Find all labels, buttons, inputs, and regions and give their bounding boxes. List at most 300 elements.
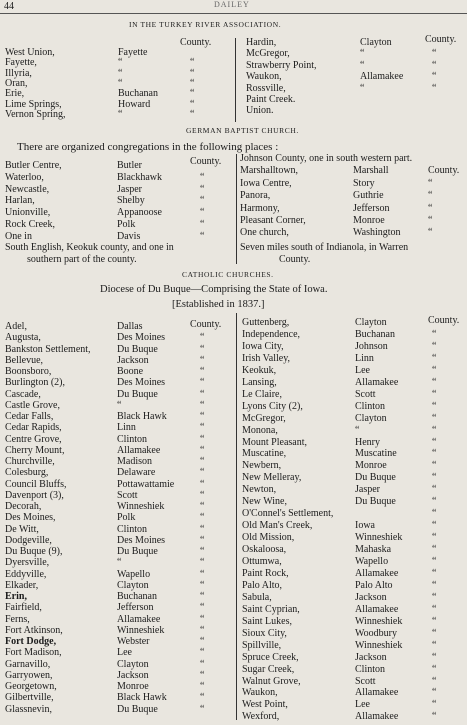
county-name: Des Moines	[117, 377, 166, 389]
town-name: De Witt,	[5, 523, 39, 535]
county-name: Jackson	[117, 669, 149, 681]
county-name: “	[360, 59, 365, 71]
ditto-mark: “	[432, 639, 437, 651]
ditto-mark: “	[432, 675, 437, 687]
town-name: Illyria,	[5, 67, 32, 79]
german-baptist-intro: There are organized congregations in the following places :	[17, 141, 279, 153]
town-name: Sabula,	[242, 591, 272, 603]
town-name: Dyersville,	[5, 557, 50, 569]
ditto-mark: “	[432, 615, 437, 627]
county-name: Clayton	[360, 37, 392, 48]
town-name: Rock Creek,	[5, 219, 55, 230]
town-name: Erin,	[5, 591, 27, 602]
town-name: Colesburg,	[5, 467, 49, 479]
county-name: Clinton	[117, 523, 148, 535]
ditto-mark: “	[432, 627, 437, 639]
ditto-mark: “	[432, 71, 437, 83]
ditto-mark: “	[200, 411, 205, 422]
county-name: Winneshiek	[117, 501, 165, 512]
gb-left-county-label: County.	[190, 156, 222, 167]
county-name: Jefferson	[353, 202, 390, 214]
town-name: Walnut Grove,	[242, 675, 301, 687]
town-name: Oran,	[5, 77, 28, 89]
ditto-mark: “	[200, 557, 205, 569]
county-name: Black Hawk	[117, 692, 167, 704]
ditto-mark: “	[190, 77, 195, 89]
county-name: Des Moines	[117, 534, 166, 546]
ditto-mark: “	[432, 687, 437, 699]
ditto-mark: “	[428, 227, 433, 239]
county-name: Scott	[117, 489, 138, 501]
ditto-mark: “	[432, 59, 437, 71]
county-name: Monroe	[355, 460, 387, 472]
ditto-mark: “	[200, 512, 205, 524]
county-name: Guthrie	[353, 190, 384, 202]
ditto-mark: “	[432, 711, 437, 723]
county-name: Palo Alto	[355, 579, 393, 591]
county-name: “	[118, 67, 123, 79]
county-name: Delaware	[117, 467, 156, 479]
ditto-mark: “	[432, 567, 437, 579]
ditto-mark: “	[432, 400, 437, 412]
county-name: “	[117, 557, 122, 569]
ditto-mark: “	[432, 508, 437, 520]
county-name: Allamakee	[355, 687, 399, 699]
ditto-mark: “	[428, 215, 433, 226]
ditto-mark: “	[432, 364, 437, 376]
county-name: Winneshiek	[117, 624, 165, 636]
county-name: Black Hawk	[117, 411, 167, 422]
running-head: DAILEY	[214, 0, 250, 9]
gb-seven-miles-county: County.	[279, 254, 311, 265]
town-name: Elkader,	[5, 579, 39, 591]
county-name: Monroe	[117, 681, 149, 692]
county-name: “	[355, 424, 360, 436]
town-name: Cedar Rapids,	[5, 422, 62, 434]
town-name: One in	[5, 230, 32, 242]
ditto-mark: “	[432, 48, 437, 60]
county-name: Wapello	[117, 568, 151, 580]
town-name: Waukon,	[242, 687, 278, 699]
town-name: Irish Valley,	[242, 352, 291, 364]
county-name: Clinton	[117, 433, 148, 445]
ditto-mark: “	[432, 460, 437, 472]
county-name: Dallas	[117, 321, 143, 332]
town-name: Fairfield,	[5, 602, 42, 614]
ditto-mark: “	[190, 98, 195, 110]
town-name: Fayette,	[5, 57, 37, 69]
turkey-column-divider	[235, 38, 236, 122]
town-name: Gilbertville,	[5, 692, 54, 704]
gb-column-divider	[236, 154, 237, 264]
ditto-mark: “	[432, 651, 437, 663]
town-name: McGregor,	[242, 412, 286, 424]
town-name: Adel,	[5, 321, 27, 332]
ditto-mark: “	[200, 354, 205, 366]
ditto-mark: “	[200, 456, 205, 467]
county-name: Jackson	[355, 591, 387, 603]
county-name: Clinton	[355, 663, 386, 675]
county-name: Muscatine	[355, 448, 397, 460]
ditto-mark: County.	[428, 165, 460, 177]
county-name: “	[118, 57, 123, 69]
county-name: Lee	[355, 699, 370, 711]
town-name: Mount Pleasant,	[242, 436, 307, 448]
ditto-mark: “	[428, 202, 433, 214]
county-name: Polk	[117, 512, 136, 524]
town-name: Boonsboro,	[5, 366, 52, 377]
town-name: Georgetown,	[5, 681, 57, 692]
town-name: Old Man's Creek,	[242, 520, 313, 532]
town-name: Cascade,	[5, 388, 41, 400]
ditto-mark: “	[200, 658, 205, 670]
diocese-line: Diocese of Du Buque—Comprising the State of Iowa.	[100, 284, 328, 295]
ditto-mark: “	[200, 647, 205, 659]
ditto-mark: “	[200, 343, 205, 355]
county-name: Iowa	[355, 520, 375, 532]
town-name: Cherry Mount,	[5, 444, 65, 456]
county-name: Lee	[355, 364, 370, 376]
county-name: Story	[353, 177, 375, 189]
ditto-mark: “	[200, 399, 205, 411]
town-name: Fort Dodge,	[5, 636, 57, 647]
ditto-mark: “	[200, 489, 205, 501]
ditto-mark: “	[200, 692, 205, 704]
county-name: Clayton	[117, 658, 149, 670]
town-name: Council Bluffs,	[5, 478, 67, 490]
ditto-mark: “	[432, 352, 437, 364]
ditto-mark: “	[200, 681, 205, 692]
county-name: Jackson	[355, 651, 387, 663]
town-name: Harmony,	[240, 202, 280, 214]
town-name: Independence,	[242, 328, 301, 340]
county-name: Allamakee	[355, 376, 399, 388]
county-name: Lee	[117, 647, 132, 659]
ditto-mark: “	[432, 699, 437, 711]
county-name: “	[117, 399, 122, 411]
turkey-right-county-label: County.	[425, 34, 457, 45]
town-name: Palo Alto,	[242, 579, 283, 591]
town-name: O'Connel's Settlement,	[242, 508, 334, 520]
ditto-mark: “	[432, 556, 437, 567]
town-name: Des Moines,	[5, 512, 56, 524]
town-name: Lime Springs,	[5, 98, 62, 110]
town-name: Augusta,	[5, 332, 41, 344]
town-name: Lansing,	[242, 376, 277, 388]
ditto-mark: “	[200, 624, 205, 636]
town-name: Saint Cyprian,	[242, 603, 300, 615]
town-name: Sugar Creek,	[242, 663, 295, 675]
county-name: Jackson	[117, 354, 149, 366]
ditto-mark: “	[432, 412, 437, 424]
ditto-mark: “	[190, 108, 195, 120]
town-name: Iowa Centre,	[240, 177, 292, 189]
county-name: Butler	[117, 160, 142, 171]
town-name: McGregor,	[246, 48, 290, 60]
county-name: Allamakee	[360, 71, 404, 83]
ditto-mark: “	[428, 177, 433, 189]
town-name: Union.	[246, 105, 274, 117]
catholic-heading: CATHOLIC CHURCHES.	[182, 270, 274, 279]
county-name: Webster	[117, 636, 150, 647]
ditto-mark: “	[432, 484, 437, 496]
town-name: West Union,	[5, 47, 55, 58]
county-name: Jasper	[117, 183, 142, 195]
county-name: Du Buque	[117, 388, 158, 400]
catholic-right-county-label: County.	[428, 315, 460, 326]
county-name: Wapello	[355, 556, 389, 567]
county-name: Clinton	[355, 400, 386, 412]
ditto-mark: “	[200, 669, 205, 681]
ditto-mark: “	[200, 591, 205, 602]
county-name: Du Buque	[117, 703, 158, 715]
town-name: Paint Rock,	[242, 567, 289, 579]
county-name: Howard	[118, 98, 151, 110]
ditto-mark: “	[190, 88, 195, 100]
county-name: Polk	[117, 219, 136, 230]
town-name: Newton,	[242, 484, 277, 496]
county-name: “	[118, 77, 123, 89]
ditto-mark: “	[432, 544, 437, 556]
town-name: Davenport (3),	[5, 489, 64, 501]
town-name: Wexford,	[242, 711, 280, 723]
town-name: Erie,	[5, 88, 25, 100]
county-name: Du Buque	[355, 496, 396, 508]
county-name: Henry	[355, 436, 380, 448]
county-name: Allamakee	[117, 613, 161, 625]
header-rule	[0, 13, 467, 14]
ditto-mark: “	[432, 532, 437, 544]
ditto-mark: “	[432, 591, 437, 603]
ditto-mark: “	[200, 171, 205, 183]
county-name: Winneshiek	[355, 639, 403, 651]
town-name: Spruce Creek,	[242, 651, 299, 663]
ditto-mark: “	[432, 436, 437, 448]
town-name: Castle Grove,	[5, 399, 60, 411]
town-name: Burlington (2),	[5, 377, 65, 389]
county-name: Scott	[355, 675, 376, 687]
ditto-mark: “	[200, 568, 205, 580]
ditto-mark: “	[432, 472, 437, 484]
town-name: Saint Lukes,	[242, 615, 292, 627]
town-name: Oskaloosa,	[242, 544, 287, 556]
town-name: New Melleray,	[242, 472, 302, 484]
town-name: Bellevue,	[5, 354, 44, 366]
ditto-mark: “	[190, 67, 195, 79]
turkey-left-county-label: County.	[180, 37, 212, 48]
catholic-column-divider	[236, 313, 237, 720]
town-name: Waterloo,	[5, 171, 44, 183]
town-name: Rossville,	[246, 82, 286, 94]
town-name: Garnavillo,	[5, 658, 51, 670]
ditto-mark: “	[200, 388, 205, 400]
town-name: New Wine,	[242, 496, 287, 508]
county-name: Winneshiek	[355, 615, 403, 627]
county-name: Allamakee	[355, 711, 399, 723]
county-name: Du Buque	[117, 546, 158, 557]
town-name: Eddyville,	[5, 568, 47, 580]
county-name: Boone	[117, 366, 144, 377]
county-name: Du Buque	[355, 472, 396, 484]
county-name: Linn	[117, 422, 136, 434]
ditto-mark: “	[200, 636, 205, 647]
county-name: Du Buque	[117, 343, 158, 355]
town-name: Newbern,	[242, 460, 282, 472]
town-name: Churchville,	[5, 456, 55, 467]
town-name: Spillville,	[242, 639, 282, 651]
ditto-mark: “	[200, 377, 205, 389]
town-name: Pleasant Corner,	[240, 215, 306, 226]
town-name: Keokuk,	[242, 364, 277, 376]
town-name: Bankston Settlement,	[5, 343, 91, 355]
town-name: Fort Madison,	[5, 647, 62, 659]
ditto-mark: “	[432, 328, 437, 340]
ditto-mark: “	[432, 520, 437, 532]
ditto-mark: “	[200, 183, 205, 195]
county-name: Pottawattamie	[117, 478, 175, 490]
ditto-mark: “	[428, 190, 433, 202]
ditto-mark: “	[200, 230, 205, 242]
ditto-mark: “	[200, 433, 205, 445]
county-name: Buchanan	[355, 328, 395, 340]
county-name: Jefferson	[117, 602, 154, 614]
county-name: Linn	[355, 352, 374, 364]
ditto-mark: “	[200, 207, 205, 219]
town-name: Sioux City,	[242, 627, 287, 639]
county-name: “	[118, 108, 123, 120]
county-name: Marshall	[353, 165, 389, 177]
ditto-mark: “	[432, 603, 437, 615]
ditto-mark: “	[200, 444, 205, 456]
town-name: Marshalltown,	[240, 165, 299, 177]
ditto-mark: “	[200, 195, 205, 207]
catholic-left-county-label: County.	[190, 319, 222, 330]
town-name: Lyons City (2),	[242, 400, 303, 412]
county-name: Shelby	[117, 195, 145, 207]
town-name: Fort Atkinson,	[5, 624, 63, 636]
county-name: Buchanan	[117, 591, 157, 602]
ditto-mark: “	[432, 340, 437, 352]
ditto-mark: “	[200, 613, 205, 625]
established-line: [Established in 1837.]	[172, 299, 265, 310]
town-name: Cedar Falls,	[5, 411, 54, 422]
ditto-mark: “	[200, 534, 205, 546]
town-name: Old Mission,	[242, 532, 295, 544]
county-name: Mahaska	[355, 544, 392, 556]
town-name: Du Buque (9),	[5, 546, 63, 557]
town-name: Harlan,	[5, 195, 35, 207]
ditto-mark: “	[200, 523, 205, 535]
town-name: Johnson County, one in south western part.	[240, 153, 413, 164]
town-name: Unionville,	[5, 207, 51, 219]
town-name: West Point,	[242, 699, 288, 711]
town-name: Iowa City,	[242, 340, 284, 352]
county-name: Winneshiek	[355, 532, 403, 544]
ditto-mark: “	[432, 496, 437, 508]
ditto-mark: “	[432, 388, 437, 400]
county-name: Davis	[117, 230, 141, 242]
ditto-mark: “	[432, 448, 437, 460]
town-name: Paint Creek.	[246, 94, 296, 105]
ditto-mark: “	[200, 366, 205, 377]
ditto-mark: “	[190, 57, 195, 69]
german-baptist-heading: GERMAN BAPTIST CHURCH.	[186, 126, 299, 135]
ditto-mark: “	[432, 663, 437, 675]
town-name: Waukon,	[246, 71, 282, 83]
ditto-mark: “	[200, 478, 205, 490]
ditto-mark: “	[200, 501, 205, 512]
town-name: Centre Grove,	[5, 433, 62, 445]
county-name: Clayton	[355, 412, 387, 424]
town-name: One church,	[240, 227, 289, 239]
county-name: Fayette	[118, 47, 148, 58]
ditto-mark: “	[200, 219, 205, 230]
gb-south-english: South English, Keokuk county, and one in	[5, 242, 174, 253]
county-name: Allamakee	[355, 603, 399, 615]
ditto-mark: “	[200, 602, 205, 614]
ditto-mark: “	[200, 546, 205, 557]
town-name: Ottumwa,	[242, 556, 282, 567]
town-name: Newcastle,	[5, 183, 50, 195]
town-name: Vernon Spring,	[5, 108, 66, 120]
county-name: Scott	[355, 388, 376, 400]
ditto-mark: “	[432, 376, 437, 388]
county-name: Woodbury	[355, 627, 397, 639]
county-name: Jasper	[355, 484, 380, 496]
county-name: Blackhawk	[117, 171, 162, 183]
county-name: Washington	[353, 227, 401, 239]
town-name: Monona,	[242, 424, 278, 436]
ditto-mark: “	[200, 422, 205, 434]
county-name: Clayton	[117, 579, 149, 591]
town-name: Butler Centre,	[5, 160, 62, 171]
town-name: Le Claire,	[242, 388, 282, 400]
county-name: Madison	[117, 456, 152, 467]
county-name: Monroe	[353, 215, 385, 226]
town-name: Strawberry Point,	[246, 59, 317, 71]
gb-seven-miles: Seven miles south of Indianola, in Warren	[240, 242, 409, 253]
county-name: “	[360, 48, 365, 60]
county-name: Appanoose	[117, 207, 162, 219]
turkey-river-heading: IN THE TURKEY RIVER ASSOCIATION.	[129, 20, 282, 29]
ditto-mark: “	[200, 467, 205, 479]
ditto-mark: “	[200, 579, 205, 591]
town-name: Decorah,	[5, 501, 42, 512]
page-number: 44	[4, 1, 14, 12]
town-name: Panora,	[240, 190, 271, 202]
ditto-mark: “	[200, 703, 205, 715]
ditto-mark: “	[432, 579, 437, 591]
gb-southern-part: southern part of the county.	[27, 254, 137, 265]
ditto-mark: “	[200, 332, 205, 344]
town-name: Hardin,	[246, 37, 277, 48]
ditto-mark: “	[432, 424, 437, 436]
town-name: Muscatine,	[242, 448, 287, 460]
county-name: Johnson	[355, 340, 388, 352]
county-name: Buchanan	[118, 88, 158, 100]
ditto-mark: “	[432, 82, 437, 94]
town-name: Glassnevin,	[5, 703, 52, 715]
county-name: Des Moines	[117, 332, 166, 344]
town-name: Garryowen,	[5, 669, 53, 681]
county-name: “	[360, 82, 365, 94]
town-name: Dodgeville,	[5, 534, 52, 546]
county-name: Allamakee	[355, 567, 399, 579]
county-name: Allamakee	[117, 444, 161, 456]
county-name: Clayton	[355, 317, 387, 328]
town-name: Ferns,	[5, 613, 30, 625]
town-name: Guttenberg,	[242, 317, 290, 328]
